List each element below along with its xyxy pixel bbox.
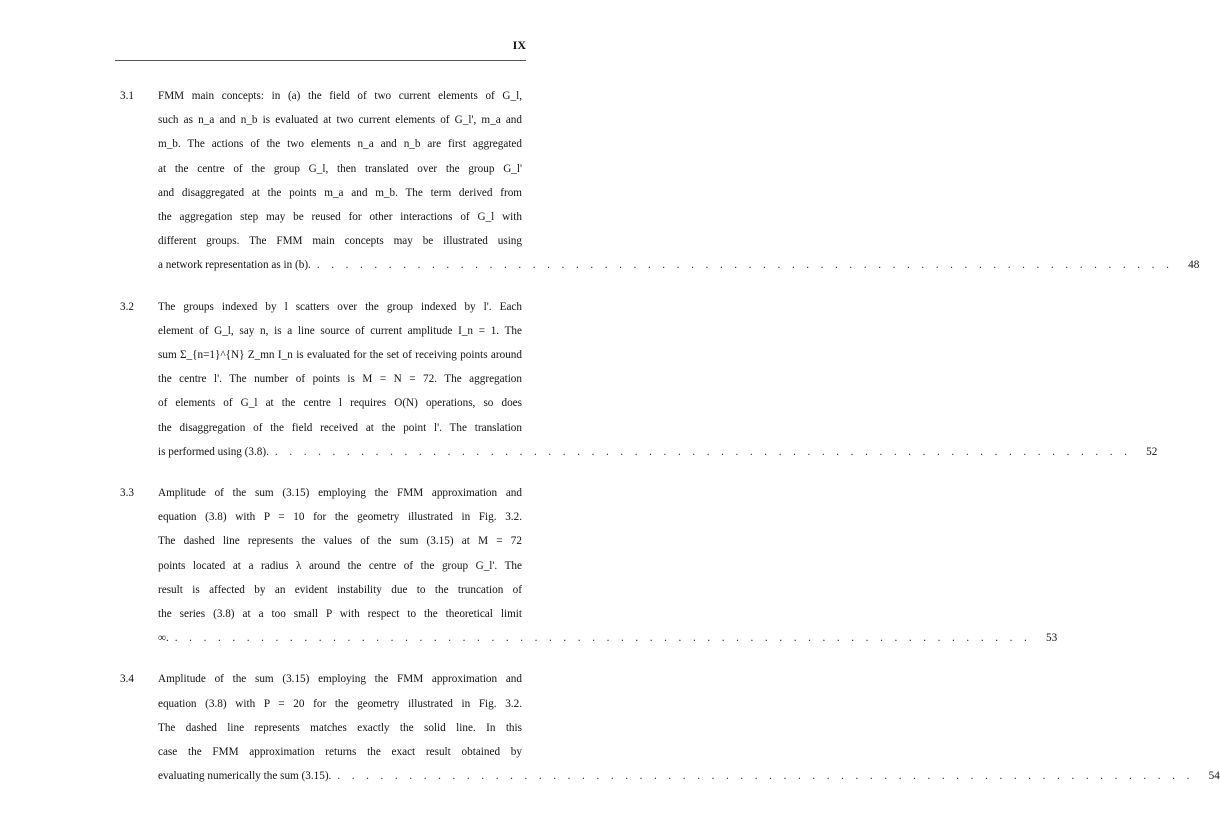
header-rule [115, 60, 526, 61]
caption-line: at the centre of the group G_l, then translated over the group G_l' [158, 162, 522, 175]
caption-line: a network representation as in (b). [158, 259, 311, 272]
caption-line: the centre l'. The number of points is M = N = 72. The aggregation [158, 373, 522, 386]
figure-entry [120, 481, 1058, 650]
figure-number: 3.2 [120, 300, 134, 313]
caption-line: Amplitude of the sum (3.15) employing the FMM approximation and [158, 487, 522, 500]
caption-last-line [158, 253, 1200, 277]
caption-line: case the FMM approximation returns the exact result obtained by [158, 746, 522, 759]
caption-line: The groups indexed by l scatters over the group indexed by l'. Each [158, 300, 522, 313]
caption-line: evaluating numerically the sum (3.15). [158, 770, 332, 783]
figure-entry [120, 667, 1220, 788]
caption-line: different groups. The FMM main concepts may be illustrated using [158, 235, 522, 248]
caption-line: Amplitude of the sum (3.15) employing the FMM approximation and [158, 673, 522, 686]
figure-number: 3.3 [120, 487, 134, 500]
caption-last-line [158, 764, 1220, 788]
caption-line: m_b. The actions of the two elements n_a and n_b are first aggregated [158, 138, 522, 151]
page-reference[interactable]: 54 [1208, 770, 1220, 783]
caption-line: the series (3.8) at a too small P with respect to the theoretical limit [158, 608, 522, 621]
leader-dots: . . . . . . . . . . . . . . . . . . . . . . . . . . . . . . . . . . . . . . . . . . . . . . . . . . . . . . . . . . . . [274, 445, 1132, 458]
list-of-figures [120, 84, 1220, 805]
caption-line: The dashed line represents the values of the sum (3.15) at M = 72 [158, 535, 522, 548]
caption-line: is performed using (3.8). [158, 445, 269, 458]
caption-line: points located at a radius λ around the centre of the group G_l'. The [158, 559, 522, 572]
caption-line: the disaggregation of the field received at the point l'. The translation [158, 421, 522, 434]
leader-dots: . . . . . . . . . . . . . . . . . . . . . . . . . . . . . . . . . . . . . . . . . . . . . . . . . . . . . . . . . . . . [337, 770, 1194, 783]
caption-line: equation (3.8) with P = 10 for the geometry illustrated in Fig. 3.2. [158, 511, 522, 524]
caption-line: of elements of G_l at the centre l requires O(N) operations, so does [158, 397, 522, 410]
caption-line: FMM main concepts: in (a) the field of two current elements of G_l, [158, 90, 522, 102]
page-reference[interactable]: 53 [1046, 632, 1058, 645]
caption-line: ∞. [158, 632, 169, 645]
leader-dots: . . . . . . . . . . . . . . . . . . . . . . . . . . . . . . . . . . . . . . . . . . . . . . . . . . . . . . . . . . . . [174, 632, 1032, 645]
figure-entry [120, 84, 1200, 278]
caption-line: result is affected by an evident instability due to the truncation of [158, 583, 522, 596]
caption-line: element of G_l, say n, is a line source of current amplitude I_n = 1. The [158, 324, 522, 337]
caption-line: the aggregation step may be reused for other interactions of G_l with [158, 211, 522, 224]
figure-entry [120, 295, 1158, 464]
caption-line: equation (3.8) with P = 20 for the geometry illustrated in Fig. 3.2. [158, 697, 522, 710]
page-reference[interactable]: 52 [1146, 445, 1158, 458]
caption-line: such as n_a and n_b is evaluated at two current elements of G_l', m_a and [158, 114, 522, 127]
figure-number: 3.1 [120, 90, 134, 102]
page-reference[interactable]: 48 [1188, 259, 1200, 272]
page-number-header: IX [512, 38, 526, 52]
caption-line: The dashed line represents matches exactly the solid line. In this [158, 721, 522, 734]
caption-last-line [158, 626, 1058, 650]
figure-number: 3.4 [120, 673, 134, 686]
leader-dots: . . . . . . . . . . . . . . . . . . . . . . . . . . . . . . . . . . . . . . . . . . . . . . . . . . . . . . . . . . . . [316, 259, 1174, 272]
caption-line: and disaggregated at the points m_a and m_b. The term derived from [158, 186, 522, 199]
caption-last-line [158, 440, 1158, 464]
caption-line: sum Σ_{n=1}^{N} Z_mn I_n is evaluated for the set of receiving points around [158, 349, 522, 362]
